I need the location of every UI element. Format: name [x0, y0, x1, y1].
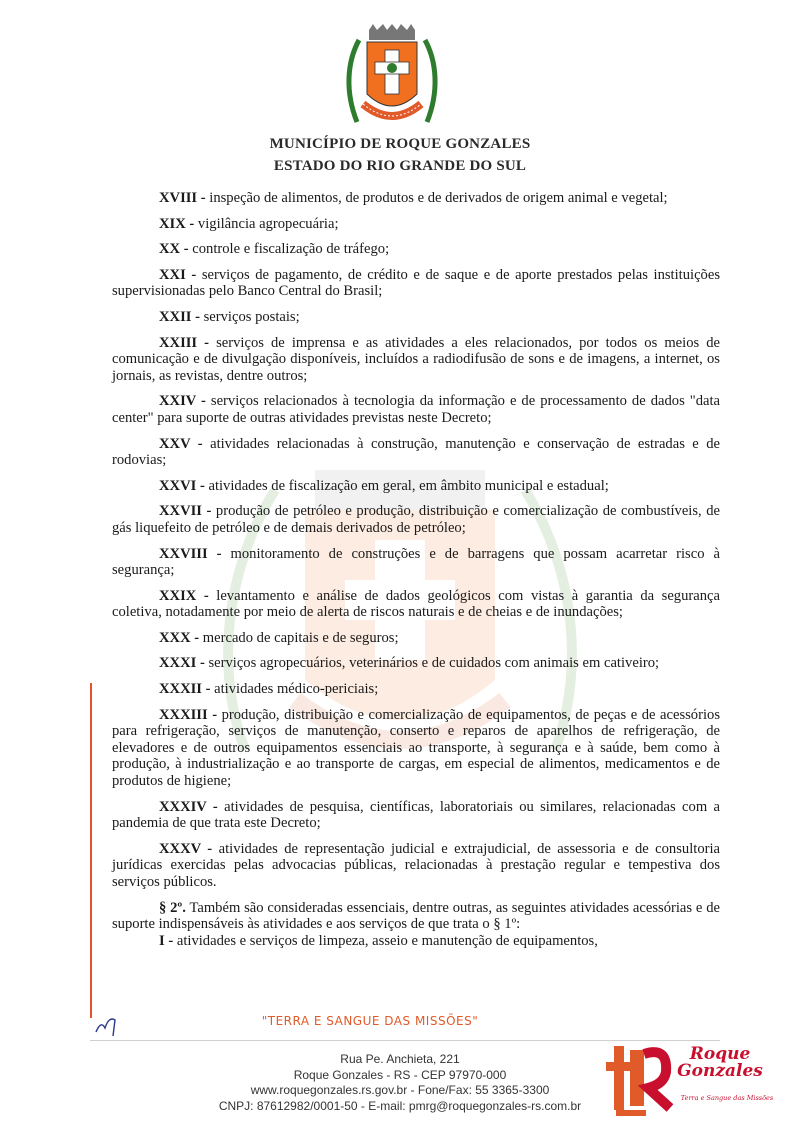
- item-number: I -: [159, 932, 174, 949]
- footer-cnpj-email: CNPJ: 87612982/0001-50 - E-mail: pmrg@roquegonzales-rs.com.br: [218, 1098, 582, 1113]
- item-text: levantamento e análise de dados geológicos com vistas à garantia da segurança coletiva, notadamente por meio de alerta de riscos naturais e de cheias e de inundações;: [112, 587, 720, 621]
- item-text: serviços de imprensa e as atividades a eles relacionados, por todos os meios de comunicação e de divulgação disponíveis, incluídos a radiodifusão de sons e de imagens, a internet, os jornais, as revistas, dentre outros;: [112, 334, 721, 384]
- item-xxix: [112, 588, 720, 621]
- item-number: XXXI -: [159, 655, 205, 672]
- item-number: XXXIV -: [159, 798, 218, 815]
- item-xxxiii: [112, 707, 720, 790]
- logo-line1: Roque: [689, 1044, 751, 1064]
- item-number: XXV -: [159, 435, 203, 452]
- item-text: serviços agropecuários, veterinários e de cuidados com animais em cativeiro;: [204, 655, 660, 672]
- logo-wordmark: [660, 1046, 780, 1080]
- item-xxvi: [112, 478, 720, 495]
- item-text: controle e fiscalização de tráfego;: [188, 241, 390, 258]
- document-body: [112, 190, 720, 949]
- item-text: atividades médico-periciais;: [210, 681, 379, 698]
- item-text: monitoramento de construções e de barragens que possam acarretar risco à segurança;: [112, 545, 720, 579]
- footer-address: Rua Pe. Anchieta, 221: [340, 1052, 460, 1066]
- item-text: serviços postais;: [199, 308, 300, 325]
- municipal-motto: "TERRA E SANGUE DAS MISSÕES": [261, 1014, 479, 1028]
- paragraph-number: § 2º.: [159, 899, 186, 916]
- item-xxviii: [112, 546, 720, 579]
- document-header: [0, 133, 800, 177]
- municipality-name: MUNICÍPIO DE ROQUE GONZALES: [269, 136, 531, 152]
- item-number: XXI -: [159, 266, 197, 283]
- item-xxii: [112, 309, 720, 326]
- item-text: inspeção de alimentos, de produtos e de derivados de origem animal e vegetal;: [205, 190, 668, 206]
- item-xxxv: [112, 841, 720, 891]
- item-xxi: [112, 267, 720, 300]
- item-text: vigilância agropecuária;: [194, 215, 339, 232]
- item-xxxiv: [112, 799, 720, 832]
- item-number: XXXIII -: [159, 706, 218, 723]
- item-xix: [112, 216, 720, 233]
- logo-tagline: Terra e Sangue das Missões: [680, 1094, 774, 1102]
- municipal-crest: [345, 22, 439, 134]
- logo-line2: Gonzales: [677, 1061, 763, 1081]
- item-number: XXII -: [159, 308, 200, 325]
- item-number: XXVI -: [159, 477, 205, 494]
- state-name: ESTADO DO RIO GRANDE DO SUL: [273, 158, 527, 174]
- item-i: [112, 933, 720, 950]
- item-text: atividades de pesquisa, científicas, laboratoriais ou similares, relacionadas com a pandemia de que trata este Decreto;: [112, 798, 720, 832]
- item-xxiii: [112, 335, 720, 385]
- item-number: XXVIII -: [159, 545, 222, 562]
- item-number: XXVII -: [159, 503, 212, 520]
- item-xxv: [112, 436, 720, 469]
- item-xxxii: [112, 681, 720, 698]
- item-xxxi: [112, 655, 720, 672]
- item-text: serviços relacionados à tecnologia da informação e de processamento de dados "data center" para suporte de outras atividades previstas neste Decreto;: [112, 393, 721, 426]
- paragraph-text: Também são consideradas essenciais, dentre outras, as seguintes atividades acessórias e de suporte indispensáveis às atividades e aos serviços de que trata o § 1º:: [112, 899, 720, 933]
- footer-city: Roque Gonzales - RS - CEP 97970-000: [293, 1067, 507, 1082]
- item-xxiv: [112, 393, 720, 426]
- paragraph-2: [112, 900, 720, 933]
- item-number: XXIX -: [159, 587, 209, 604]
- item-number: XXX -: [159, 629, 200, 646]
- item-number: XVIII -: [159, 190, 206, 206]
- item-text: atividades relacionadas à construção, manutenção e conservação de estradas e de rodovias;: [112, 435, 720, 469]
- item-number: XIX -: [159, 215, 195, 232]
- item-text: mercado de capitais e de seguros;: [199, 629, 399, 646]
- item-xxvii: [112, 503, 720, 536]
- item-text: atividades de fiscalização em geral, em âmbito municipal e estadual;: [204, 477, 609, 494]
- item-number: XXXV -: [159, 840, 213, 857]
- footer-web-phone: www.roquegonzales.rs.gov.br - Fone/Fax: 55 3365-3300: [250, 1083, 550, 1097]
- item-number: XX -: [159, 241, 189, 258]
- item-text: produção de petróleo e produção, distribuição e comercialização de combustíveis, de gás liquefeito de petróleo e de demais derivados de petróleo;: [112, 503, 720, 536]
- item-text: atividades e serviços de limpeza, asseio e manutenção de equipamentos,: [173, 932, 598, 949]
- item-xx: [112, 241, 720, 258]
- item-number: XXIII -: [159, 334, 210, 351]
- item-xviii: [112, 190, 720, 207]
- margin-mark-line: [90, 683, 92, 1018]
- item-text: produção, distribuição e comercialização de equipamentos, de peças e de acessórios para refrigeração, serviços de manutenção, conserto e reparos de aparelhos de refrigeração, de elevadores e de outros equipamentos essenciais ao transporte, à segurança e à saúde, bem como à produção, à industrialização e ao transporte de cargas, em especial de alimentos, medicamentos e de produtos de higiene;: [112, 706, 720, 790]
- item-xxx: [112, 630, 720, 647]
- item-text: serviços de pagamento, de crédito e de saque e de aporte prestados pelas instituições supervisionadas pelo Banco Central do Brasil;: [112, 266, 720, 300]
- item-number: XXIV -: [159, 393, 206, 410]
- item-number: XXXII -: [159, 681, 211, 698]
- item-text: atividades de representação judicial e extrajudicial, de assessoria e de consultoria jurídicas exercidas pelas advocacias públicas, relacionadas à prestação regular e tempestiva dos serviços públicos.: [112, 840, 721, 890]
